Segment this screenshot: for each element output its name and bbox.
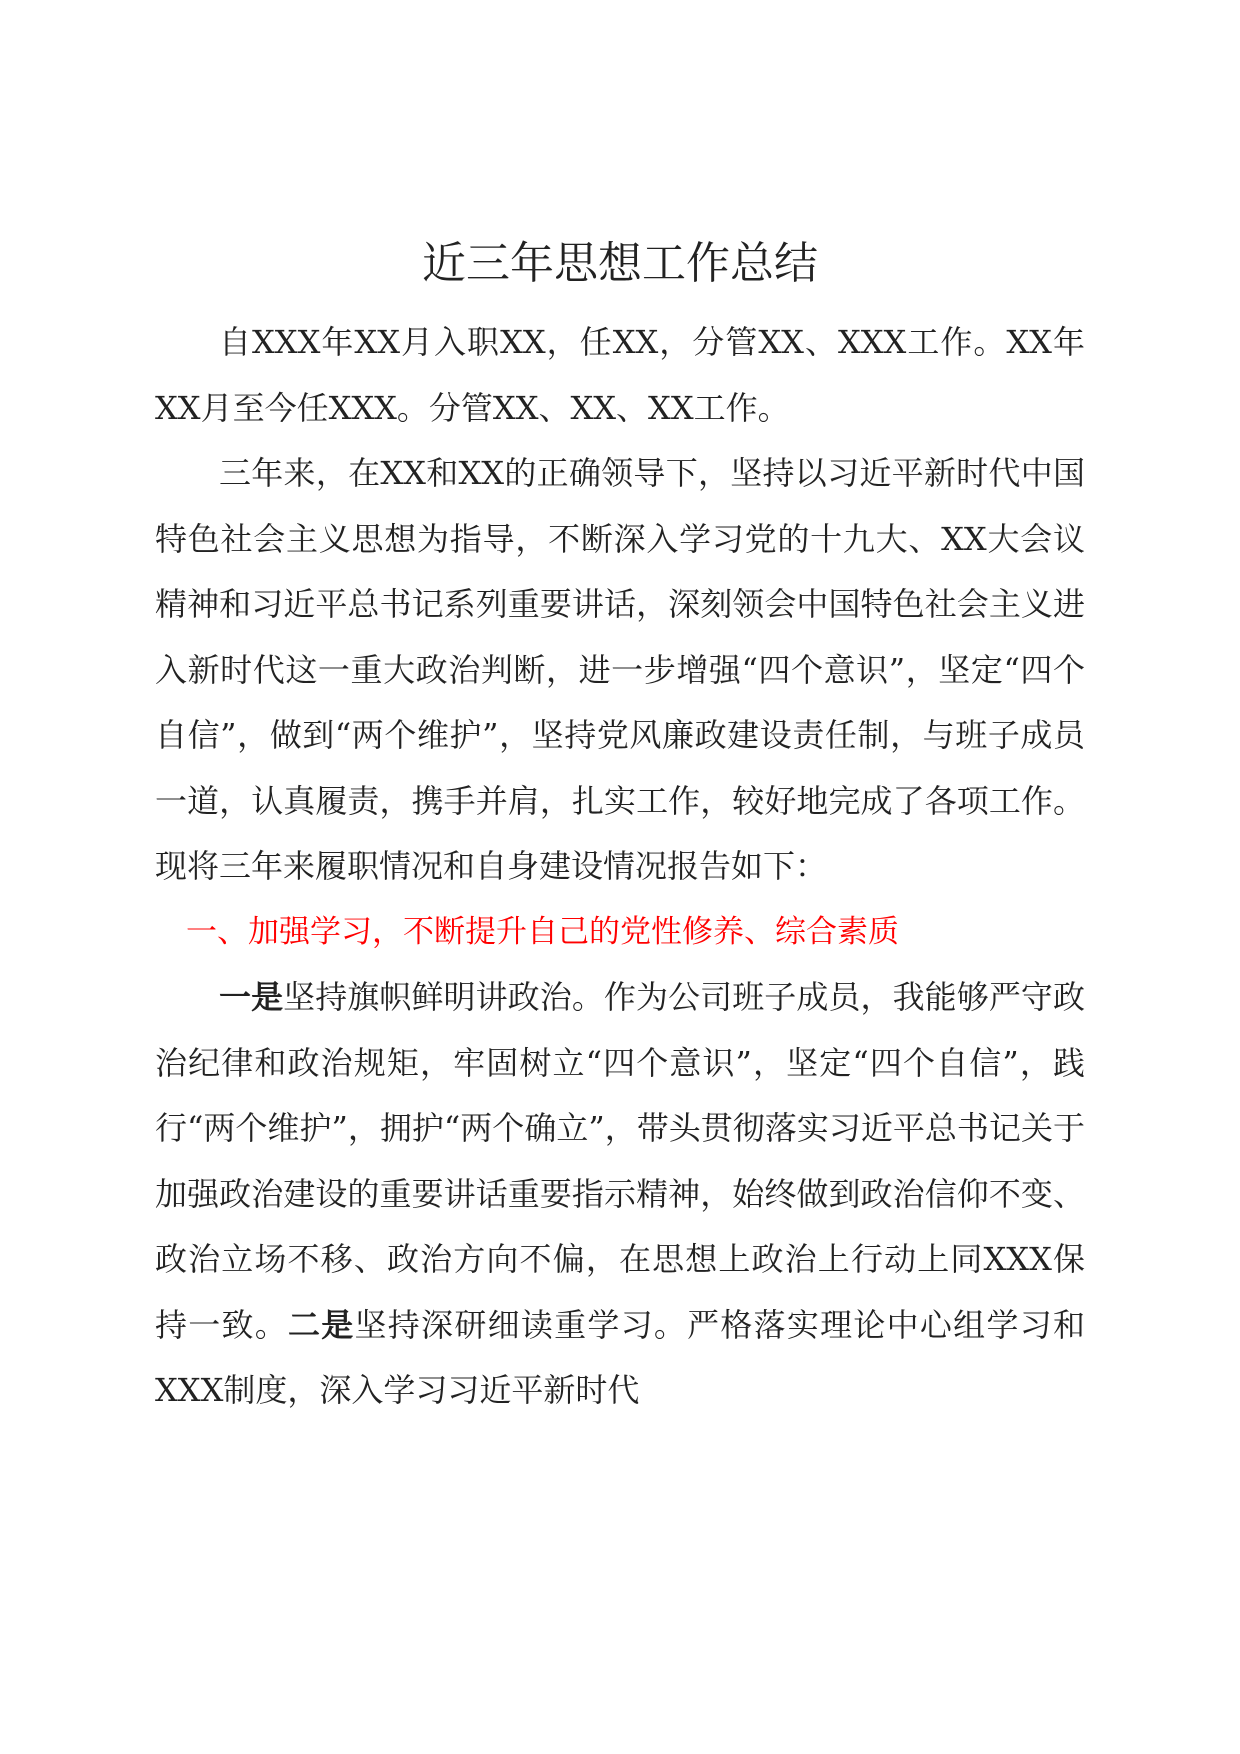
document-body [155, 310, 1085, 1424]
summary-paragraph: 三年来，在XX和XX的正确领导下，坚持以习近平新时代中国特色社会主义思想为指导，不断深入学习党的十九大、XX大会议精神和习近平总书记系列重要讲话，深刻领会中国特色社会主义进入新时代这一重大政治判断，进一步增强“四个意识”，坚定“四个自信”，做到“两个维护”，坚持党风廉政建设责任制，与班子成员一道，认真履责，携手并肩，扎实工作，较好地完成了各项工作。现将三年来履职情况和自身建设情况报告如下： [155, 454, 1085, 885]
point-paragraph [155, 965, 1085, 1424]
point1-text: 坚持旗帜鲜明讲政治。作为公司班子成员，我能够严守政治纪律和政治规矩，牢固树立“四个意识”，坚定“四个自信”，践行“两个维护”，拥护“两个确立”，带头贯彻落实习近平总书记关于加强政治建设的重要讲话重要指示精神，始终做到政治信仰不变、政治立场不移、政治方向不偏，在思想上政治上行动上同XXX保持一致。 [155, 978, 1085, 1344]
point2-lead: 二是 [288, 1305, 355, 1344]
section-heading: 一、加强学习，不断提升自己的党性修养、综合素质 [186, 913, 899, 950]
intro-paragraph: 自XXX年XX月入职XX，任XX，分管XX、XXX工作。XX年XX月至今任XXX。分管XX、XX、XX工作。 [155, 323, 1085, 427]
point1-lead: 一是 [219, 978, 284, 1016]
point2-text: 坚持深研细读重学习。严格落实理论中心组学习和XXX制度，深入学习习近平新时代 [155, 1305, 1085, 1409]
document-title: 近三年思想工作总结 [422, 238, 818, 289]
